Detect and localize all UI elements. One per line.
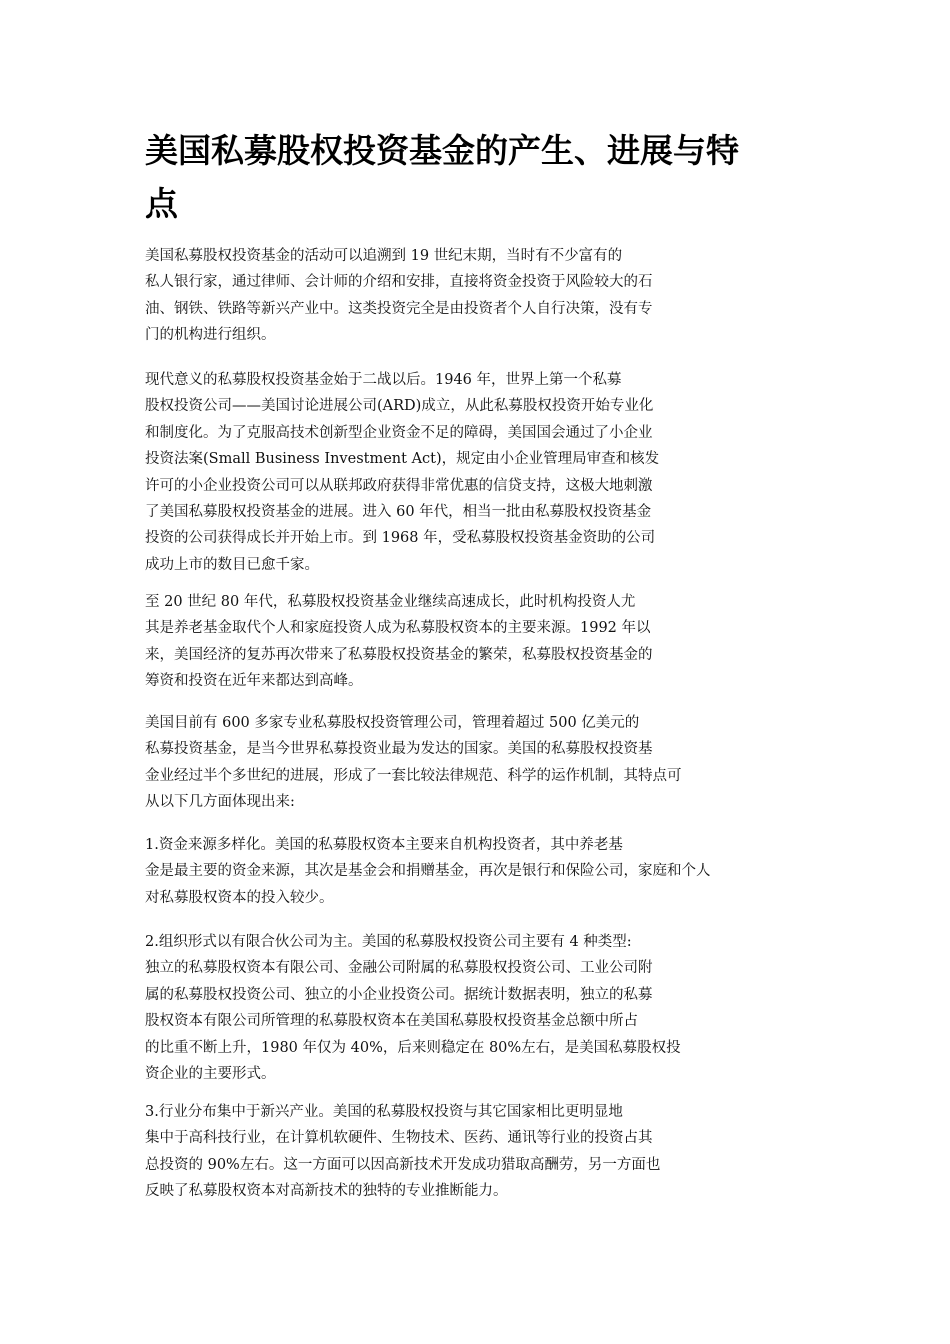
paragraph-line: 集中于高科技行业，在计算机软硬件、生物技术、医药、通讯等行业的投资占其: [145, 1130, 653, 1147]
title-line: 点: [145, 184, 178, 223]
paragraph-origins: [145, 243, 653, 349]
paragraph-line: 1.资金来源多样化。美国的私募股权资本主要来自机构投资者，其中养老基: [145, 837, 623, 853]
title-line: 美国私募股权投资基金的产生、进展与特: [145, 131, 739, 170]
paragraph-line: 来，美国经济的复苏再次带来了私募股权投资基金的繁荣，私募股权投资基金的: [145, 646, 653, 663]
paragraph-line: 从以下几方面体现出来:: [145, 794, 295, 811]
paragraph-line: 了美国私募股权投资基金的进展。进入 60 年代，相当一批由私募股权投资基金: [145, 503, 652, 520]
paragraph-line: 资企业的主要形式。: [145, 1065, 276, 1082]
paragraph-line: 私人银行家，通过律师、会计师的介绍和安排，直接将资金投资于风险较大的石: [145, 274, 653, 291]
paragraph-line: 属的私募股权投资公司、独立的小企业投资公司。据统计数据表明，独立的私募: [145, 986, 653, 1003]
paragraph-point-3-industry: [145, 1099, 660, 1205]
paragraph-point-1-funding: [145, 832, 711, 911]
paragraph-line: 其是养老基金取代个人和家庭投资人成为私募股权资本的主要来源。1992 年以: [145, 620, 651, 637]
paragraph-line: 反映了私募股权资本对高新技术的独特的专业推断能力。: [145, 1183, 508, 1200]
paragraph-line: 独立的私募股权资本有限公司、金融公司附属的私募股权投资公司、工业公司附: [145, 960, 653, 977]
paragraph-current-status: [145, 710, 682, 816]
paragraph-line: 3.行业分布集中于新兴产业。美国的私募股权投资与其它国家相比更明显地: [145, 1104, 623, 1120]
paragraph-line: 金是最主要的资金来源，其次是基金会和捐赠基金，再次是银行和保险公司，家庭和个人: [145, 863, 711, 880]
paragraph-line: 成功上市的数目已愈千家。: [145, 556, 319, 573]
paragraph-line: 投资法案(Small Business Investment Act)，规定由小企业管理局审查和核发: [145, 451, 660, 468]
paragraph-line: 筹资和投资在近年来都达到高峰。: [145, 673, 363, 690]
paragraph-line: 油、钢铁、铁路等新兴产业中。这类投资完全是由投资者个人自行决策，没有专: [145, 300, 653, 317]
paragraph-line: 股权资本有限公司所管理的私募股权资本在美国私募股权投资基金总额中所占: [145, 1013, 638, 1030]
paragraph-line: 投资的公司获得成长并开始上市。到 1968 年，受私募股权投资基金资助的公司: [145, 530, 656, 547]
paragraph-line: 2.组织形式以有限合伙公司为主。美国的私募股权投资公司主要有 4 种类型:: [145, 934, 632, 950]
paragraph-line: 总投资的 90%左右。这一方面可以因高新技术开发成功猎取高酬劳，另一方面也: [145, 1156, 661, 1173]
paragraph-line: 门的机构进行组织。: [145, 327, 276, 344]
paragraph-line: 现代意义的私募股权投资基金始于二战以后。1946 年，世界上第一个私募: [145, 372, 622, 388]
paragraph-line: 金业经过半个多世纪的进展，形成了一套比较法律规范、科学的运作机制，其特点可: [145, 767, 682, 784]
paragraph-line: 的比重不断上升，1980 年仅为 40%，后来则稳定在 80%左右，是美国私募股权投: [145, 1039, 681, 1056]
paragraph-modern-history: [145, 367, 659, 578]
paragraph-point-2-organization: [145, 929, 681, 1087]
paragraph-1980s-growth: [145, 589, 653, 695]
paragraph-line: 美国私募股权投资基金的活动可以追溯到 19 世纪末期，当时有不少富有的: [145, 248, 623, 264]
paragraph-line: 许可的小企业投资公司可以从联邦政府获得非常优惠的信贷支持，这极大地刺激: [145, 477, 653, 494]
paragraph-line: 至 20 世纪 80 年代，私募股权投资基金业继续高速成长，此时机构投资人尤: [145, 594, 636, 610]
paragraph-line: 对私募股权资本的投入较少。: [145, 889, 334, 906]
paragraph-line: 美国目前有 600 多家专业私募股权投资管理公司，管理着超过 500 亿美元的: [145, 715, 640, 731]
paragraph-line: 和制度化。为了克服高技术创新型企业资金不足的障碍，美国国会通过了小企业: [145, 424, 653, 441]
document-title: [145, 124, 795, 230]
paragraph-line: 股权投资公司——美国讨论进展公司(ARD)成立，从此私募股权投资开始专业化: [145, 398, 654, 415]
paragraph-line: 私募投资基金，是当今世界私募投资业最为发达的国家。美国的私募股权投资基: [145, 741, 653, 758]
